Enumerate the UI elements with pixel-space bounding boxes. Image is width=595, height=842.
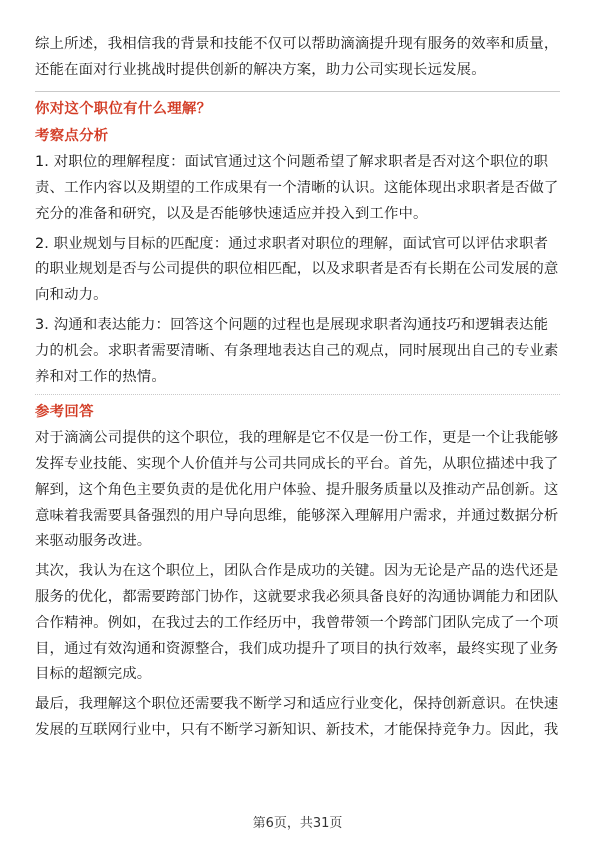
- answer-paragraph-1: 对于滴滴公司提供的这个职位，我的理解是它不仅是一份工作，更是一个让我能够发挥专业技能、实现个人价值并与公司共同成长的平台。首先，从职位描述中我了解到，这个角色主要负责的是优化用户体验、提升服务质量以及推动产品创新。这意味着我需要具备强烈的用户导向思维，能够深入理解用户需求，并通过数据分析来驱动服务改进。: [35, 430, 559, 550]
- analysis-item-2: 2. 职业规划与目标的匹配度：通过求职者对职位的理解，面试官可以评估求职者的职业规划是否与公司提供的职位相匹配，以及求职者是否有长期在公司发展的意向和动力。: [35, 235, 559, 304]
- page-content: [35, 32, 560, 748]
- analysis-title: 考察点分析: [35, 128, 109, 145]
- answer-title: 参考回答: [35, 394, 560, 426]
- answer-paragraph-3: 最后，我理解这个职位还需要我不断学习和适应行业变化，保持创新意识。在快速发展的互联网行业中，只有不断学习新知识、新技术，才能保持竞争力。因此，我: [35, 696, 559, 738]
- question-title: 你对这个职位有什么理解？: [35, 91, 560, 123]
- analysis-item-1: 1. 对职位的理解程度：面试官通过这个问题希望了解求职者是否对这个职位的职责、工作内容以及期望的工作成果有一个清晰的认识。这能体现出求职者是否做了充分的准备和研究，以及是否能够快速适应并投入到工作中。: [35, 154, 559, 222]
- analysis-item-3: 3. 沟通和表达能力：回答这个问题的过程也是展现求职者沟通技巧和逻辑表达能力的机会。求职者需要清晰、有条理地表达自己的观点，同时展现出自己的专业素养和对工作的热情。: [35, 316, 559, 385]
- intro-paragraph: 综上所述，我相信我的背景和技能不仅可以帮助滴滴提升现有服务的效率和质量，还能在面对行业挑战时提供创新的解决方案，助力公司实现长远发展。: [35, 36, 559, 78]
- page-number-footer: 第6页，共31页: [252, 816, 343, 831]
- answer-paragraph-2: 其次，我认为在这个职位上，团队合作是成功的关键。因为无论是产品的迭代还是服务的优化，都需要跨部门协作，这就要求我必须具备良好的沟通协调能力和团队合作精神。例如，在我过去的工作经历中，我曾带领一个跨部门团队完成了一个项目，通过有效沟通和资源整合，我们成功提升了项目的执行效率，最终实现了业务目标的超额完成。: [35, 563, 559, 683]
